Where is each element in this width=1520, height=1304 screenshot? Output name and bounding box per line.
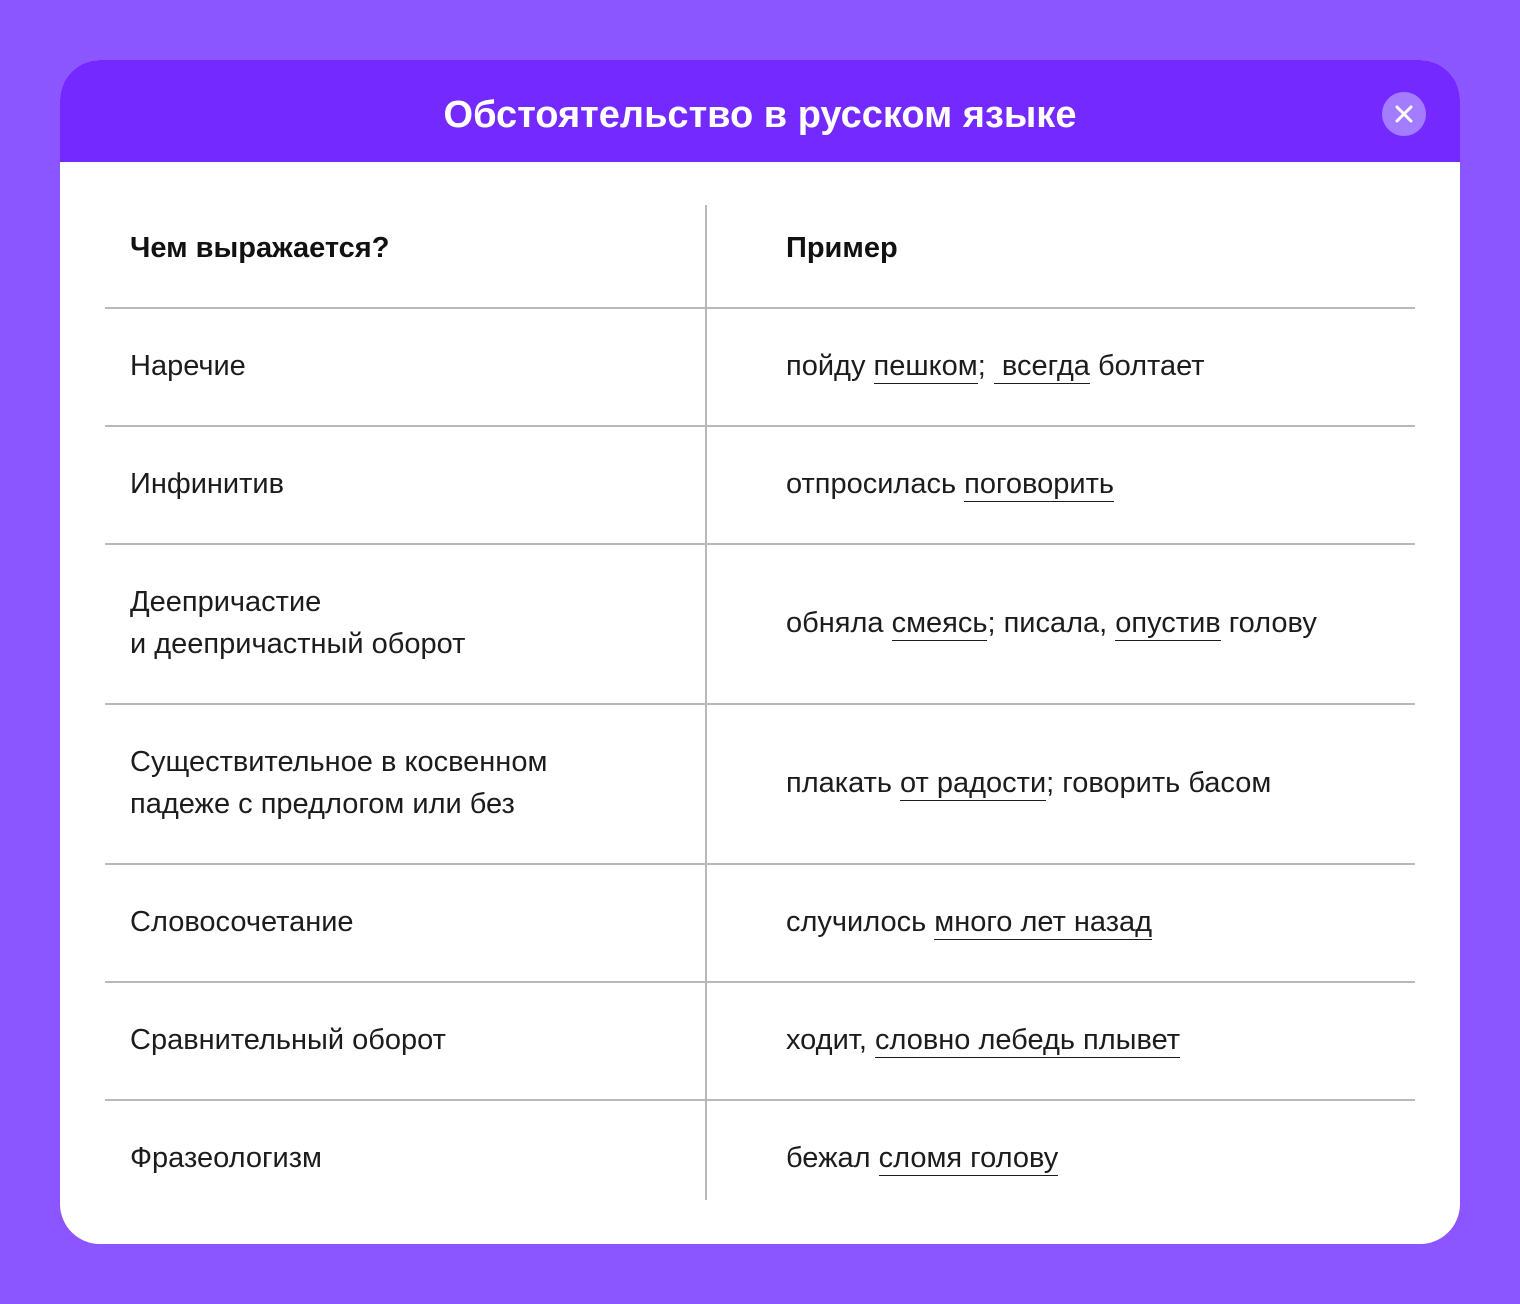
table — [60, 60, 1460, 1244]
example-cell — [786, 762, 1271, 804]
example-text: ходит, — [786, 1024, 875, 1056]
example-text: голову — [1220, 607, 1317, 639]
circumstance-word: сломя голову — [878, 1142, 1059, 1174]
type-line: падеже с предлогом или без — [130, 788, 515, 820]
type-cell — [130, 1137, 322, 1179]
type-line: Фразеологизм — [130, 1142, 322, 1174]
row-divider — [105, 307, 1415, 309]
example-text: отпросилась — [786, 468, 965, 500]
example-text: пойду — [786, 350, 874, 382]
example-text: плакать — [786, 767, 901, 799]
example-text: болтает — [1089, 350, 1205, 382]
circumstance-word: словно лебедь плывет — [874, 1024, 1181, 1056]
type-cell — [130, 741, 547, 825]
type-line: Существительное в косвенном — [130, 746, 548, 778]
example-cell — [786, 1137, 1058, 1179]
type-cell — [130, 345, 246, 387]
type-cell — [130, 1019, 446, 1061]
example-cell — [786, 602, 1317, 644]
circumstance-word: всегда — [993, 350, 1090, 382]
type-cell — [130, 463, 284, 505]
type-line: Словосочетание — [130, 906, 354, 938]
example-cell — [786, 345, 1205, 387]
circumstance-word: опустив — [1115, 607, 1221, 639]
row-divider — [105, 863, 1415, 865]
row-divider — [105, 1099, 1415, 1101]
example-cell — [786, 1019, 1180, 1061]
type-line: Инфинитив — [130, 468, 285, 500]
example-text: ; писала, — [987, 607, 1116, 639]
type-line: и деепричастный оборот — [130, 628, 466, 660]
type-cell — [130, 581, 465, 665]
example-text: обняла — [786, 607, 892, 639]
circumstance-word: поговорить — [964, 468, 1114, 500]
circumstance-word: пешком — [873, 350, 978, 382]
header-type: Чем выражается? — [130, 232, 390, 264]
type-cell — [130, 901, 354, 943]
example-text: бежал — [786, 1142, 879, 1174]
example-cell — [786, 463, 1114, 505]
example-text: ; — [977, 350, 994, 382]
example-text: ; говорить басом — [1046, 767, 1272, 799]
circumstance-word: от радости — [900, 767, 1047, 799]
row-divider — [105, 543, 1415, 545]
circumstance-word: смеясь — [891, 607, 988, 639]
row-divider — [105, 981, 1415, 983]
example-cell — [786, 901, 1152, 943]
type-line: Наречие — [130, 350, 246, 382]
example-text: случилось — [786, 906, 935, 938]
type-line: Сравнительный оборот — [130, 1024, 446, 1056]
dialog-title: Обстоятельство в русском языке — [443, 94, 1077, 136]
row-divider — [105, 425, 1415, 427]
type-line: Деепричастие — [130, 586, 322, 618]
header-example: Пример — [786, 232, 898, 264]
circumstance-word: много лет назад — [934, 906, 1153, 938]
row-divider — [105, 703, 1415, 705]
dialog-card — [60, 60, 1460, 1244]
